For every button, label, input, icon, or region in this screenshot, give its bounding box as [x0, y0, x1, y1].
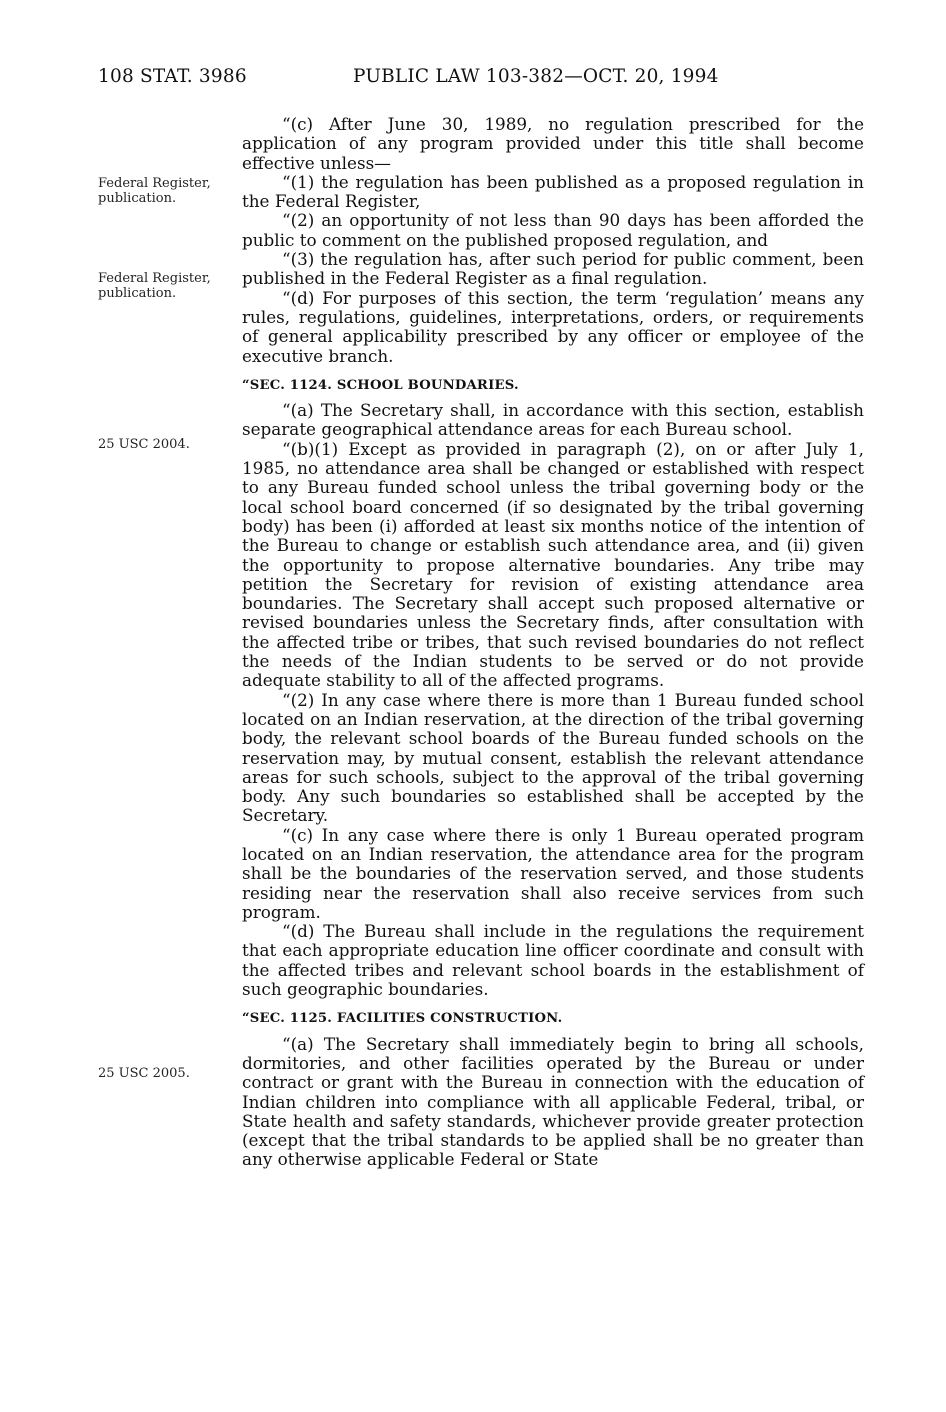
- item-1: “(1) the regulation has been published as a proposed regulation in the Federal Register,: [242, 171, 864, 212]
- section-1124-d: “(d) The Bureau shall include in the regulations the requirement that each appropriate education line officer coordinate and consult with the affected tribes and relevant school boards in the establishment of such geographic boundaries.: [242, 921, 864, 1000]
- page-header: [98, 66, 858, 92]
- paragraph-d: “(d) For purposes of this section, the term ‘regulation’ means any rules, regulations, guidelines, interpretations, orders, or requirements of general applicability prescribed by any officer or employee of the executive branch.: [242, 287, 864, 366]
- section-1124-a: “(a) The Secretary shall, in accordance with this section, establish separate geographical attendance areas for each Bureau school.: [242, 400, 864, 440]
- public-law-reference: PUBLIC LAW 103-382—OCT. 20, 1994: [353, 66, 719, 87]
- section-1124-b2: “(2) In any case where there is more than 1 Bureau funded school located on an Indian reservation, at the direction of the tribal governing body, the relevant school boards of the Bureau funded schools on the reservation may, by mutual consent, establish the relevant attendance areas for such schools, subject to the approval of the tribal governing body. Any such boundaries so established shall be accepted by the Secretary.: [242, 689, 864, 826]
- margin-note-federal-register-1: Federal Register, publication.: [98, 176, 211, 206]
- body-text-column: [242, 115, 864, 1170]
- section-1124-heading: “SEC. 1124. SCHOOL BOUNDARIES.: [242, 377, 519, 393]
- section-1124-b1: “(b)(1) Except as provided in paragraph (2), on or after July 1, 1985, no attendance area shall be changed or established with respect to any Bureau funded school unless the tribal governing body or the local school board concerned (if so designated by the tribal governing body) has been (i) afforded at least six months notice of the intention of the Bureau to change or establish such attendance area, and (ii) given the opportunity to propose alternative boundaries. Any tribe may petition the Secretary for revision of existing attendance area boundaries. The Secretary shall accept such proposed alternative or revised boundaries unless the Secretary finds, after consultation with the affected tribe or tribes, that such revised boundaries do not reflect the needs of the Indian students to be served or do not provide adequate stability to all of the affected programs.: [242, 438, 864, 691]
- margin-note-usc-2004: 25 USC 2004.: [98, 437, 190, 452]
- section-1125-heading: “SEC. 1125. FACILITIES CONSTRUCTION.: [242, 1011, 563, 1027]
- item-3: “(3) the regulation has, after such period for public comment, been published in the Federal Register as a final regulation.: [242, 249, 864, 289]
- margin-note-federal-register-2: Federal Register, publication.: [98, 271, 211, 301]
- stat-reference: 108 STAT. 3986: [98, 66, 247, 87]
- margin-note-usc-2005: 25 USC 2005.: [98, 1066, 190, 1081]
- paragraph-c: “(c) After June 30, 1989, no regulation prescribed for the application of any program provided under this title shall become effective unless—: [242, 114, 864, 173]
- section-1125-a: “(a) The Secretary shall immediately begin to bring all schools, dormitories, and other facilities operated by the Bureau or under contract or grant with the Bureau in connection with the education of Indian children into compliance with all applicable Federal, tribal, or State health and safety standards, whichever provide greater protection (except that the tribal standards to be applied shall be no greater than any otherwise applicable Federal or State: [242, 1033, 864, 1170]
- section-1124-c: “(c) In any case where there is only 1 Bureau operated program located on an Indian reservation, the attendance area for the program shall be the boundaries of the reservation served, and those students residing near the reservation shall also receive services from such program.: [242, 824, 864, 922]
- item-2: “(2) an opportunity of not less than 90 days has been afforded the public to comment on the published proposed regulation, and: [242, 210, 864, 250]
